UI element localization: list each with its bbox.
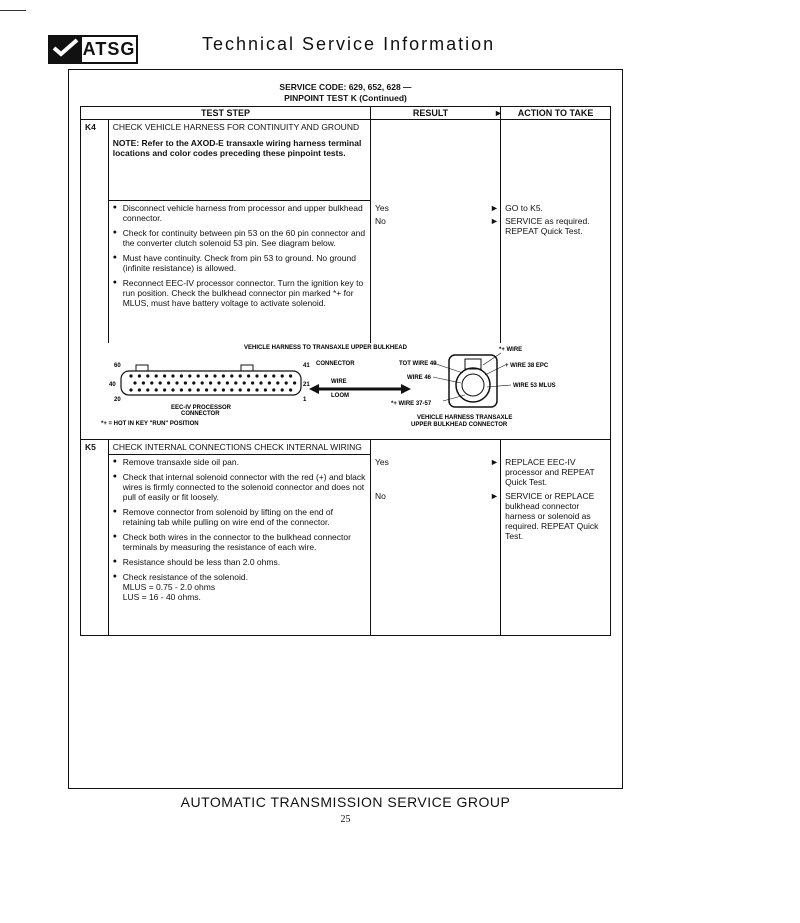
arrow-icon: ► [489,215,499,226]
pin-dot [289,374,292,377]
pin-dot [188,374,191,377]
pin-dot [213,374,216,377]
k5-heading-row [81,440,611,455]
action-service-replace: SERVICE or REPLACE bulkhead connector harness or solenoid as required. REPEAT Quick Test. [505,490,599,541]
processor-label-2: CONNECTOR [181,411,220,417]
pin-dot [138,374,141,377]
tot-wire-label: TOT WIRE 49 [399,361,437,367]
pin-dot [138,388,141,391]
wire38-label: + WIRE 38 EPC [505,363,549,369]
result-yes: Yes [375,202,389,213]
k4-note: NOTE: Refer to the AXOD-E transaxle wiring harness terminal locations and color codes preceding these pinpoint tests. [112,138,362,158]
pin-dot [226,381,229,384]
pin-dot [281,388,284,391]
pin-dot [234,381,237,384]
pin-dot [180,374,183,377]
pin-dot [251,381,254,384]
pin-dot [272,388,275,391]
list-item: ● Remove transaxle side oil pan. [113,457,366,467]
diagram-row [81,343,611,440]
result-yes: Yes [375,456,389,467]
pin-label-1: 1 [303,397,307,403]
pin-label-21: 21 [303,382,310,388]
list-item: ● Must have continuity. Check from pin 53 to ground. No ground (infinite resistance) is allowed. [113,253,366,273]
diagram-title: VEHICLE HARNESS TO TRANSAXLE UPPER BULKHEAD [244,345,407,351]
k5-results [371,455,490,636]
pin-dot [230,374,233,377]
pin-dot [259,381,262,384]
k4-actions [501,201,611,344]
page-number: 25 [340,814,351,825]
list-item: ● Resistance should be less than 2.0 ohms. [113,557,366,567]
pin-dot [243,381,246,384]
connector-tab [241,365,253,371]
pin-dot [222,374,225,377]
pin-label-60: 60 [114,363,121,369]
pin-dot [163,374,166,377]
pin-label-20: 20 [114,397,121,403]
pin-dot [281,374,284,377]
wiring-diagram [81,343,612,439]
pin-dot [171,374,174,377]
k4-heading-cell [108,120,370,201]
pin-dot [272,374,275,377]
k4-steps-row [81,201,611,344]
pin-dot [239,374,242,377]
result-no: No [375,215,386,226]
action-service: SERVICE as required. REPEAT Quick Test. [505,215,590,236]
bulkhead-connector [449,355,497,407]
mlus-value: MLUS = 0.75 - 2.0 ohms [122,582,216,592]
action-replace-eec: REPLACE EEC-IV processor and REPEAT Quick Test. [505,456,595,487]
logo-text: ATSG [80,37,136,62]
pin-dot [255,374,258,377]
k4-steps-cell [108,201,370,344]
pin-dot [230,388,233,391]
pin-dot [155,374,158,377]
footer-group: AUTOMATIC TRANSMISSION SERVICE GROUP [180,794,511,810]
pin-dot [197,388,200,391]
k5-bullet-list [113,457,366,602]
list-item: ● Disconnect vehicle harness from processor and upper bulkhead connector. [113,203,366,223]
header-result: RESULT [371,107,490,120]
k4-arrows [490,201,501,344]
pin-label-40: 40 [109,382,116,388]
pin-label-41: 41 [303,363,310,369]
pin-dot [217,381,220,384]
pin-dot [171,388,174,391]
k5-actions [501,455,611,636]
pin-dot [255,388,258,391]
pinpoint-test-title: PINPOINT TEST K (Continued) [284,93,407,103]
plus-wire-label: *+ WIRE [499,347,523,353]
pin-dot [163,388,166,391]
pin-dot [129,374,132,377]
pin-dot [205,388,208,391]
pin-dot [264,388,267,391]
pin-dot [247,374,250,377]
bulkhead-label-2: UPPER BULKHEAD CONNECTOR [411,422,508,428]
arrow-right-icon [401,384,411,394]
pin-dot [159,381,162,384]
page-title: Technical Service Information [202,34,496,54]
result-no: No [375,490,386,501]
pin-dot [209,381,212,384]
list-item: ● Reconnect EEC-IV processor connector. Turn the ignition key to run position. Check the bulkhead connector pin marked *+ for MLUS, must have battery voltage to activate solenoid. [113,278,366,308]
pin-dot [205,374,208,377]
table-header-row [81,107,611,120]
list-item: ● Remove connector from solenoid by lifting on the end of retaining tab while pulling on wire end of the connector. [113,507,366,527]
lus-value: LUS = 16 - 40 ohms. [122,592,201,602]
list-item [113,572,366,602]
pin-dot [268,381,271,384]
pin-dot [150,381,153,384]
pin-dot [188,388,191,391]
pin-dot [276,381,279,384]
solenoid-check: ● Check resistance of the solenoid. [122,572,248,582]
wire53-label: WIRE 53 MLUS [513,383,556,389]
k5-heading: CHECK INTERNAL CONNECTIONS CHECK INTERNAL WIRING [108,440,370,455]
k4-bullet-list [113,203,366,308]
pin-dot [184,381,187,384]
pin-dot [213,388,216,391]
pin-dot [180,388,183,391]
pin-dot [222,388,225,391]
wire3757-label: *+ WIRE 37-57 [391,401,432,407]
header-test-step: TEST STEP [81,107,371,120]
action-go-k5: GO to K5. [505,202,543,213]
arrow-icon: ► [489,202,499,213]
pin-dot [285,381,288,384]
header-action: ACTION TO TAKE [501,107,611,120]
pin-dot [247,388,250,391]
k4-results [371,201,490,344]
k5-steps-cell [108,455,370,636]
pin-dot [289,388,292,391]
k4-heading-row [81,120,611,201]
connector-label: CONNECTOR [316,361,355,367]
arrow-left-icon [309,384,319,394]
atsg-logo [48,35,138,64]
loom-label: LOOM [331,393,349,399]
list-item: ● Check both wires in the connector to the bulkhead connector terminals by measuring the resistance of each wire. [113,532,366,552]
hot-note: *+ = HOT IN KEY "RUN" POSITION [101,421,199,427]
pin-dot [146,388,149,391]
pin-dot [197,374,200,377]
list-item: ● Check that internal solenoid connector with the red (+) and black wires is firmly connected to the solenoid connector and does not pull of easily or fit loosely. [113,472,366,502]
pin-dot [293,381,296,384]
pin-dot [192,381,195,384]
k4-heading: CHECK VEHICLE HARNESS FOR CONTINUITY AND GROUND [112,122,360,132]
bulkhead-label-1: VEHICLE HARNESS TRANSAXLE [417,415,513,421]
connector-tab [136,365,148,371]
k5-steps-row [81,455,611,636]
pin-dot [133,381,136,384]
header-arrow-icon: ► [490,107,501,120]
pin-dot [129,388,132,391]
pin-dot [201,381,204,384]
k5-arrows [490,455,501,636]
pin-dot [146,374,149,377]
pin-dot [142,381,145,384]
step-id-k4: K4 [81,120,109,344]
pin-dot [264,374,267,377]
wire-label: WIRE [331,379,347,385]
step-id-k5: K5 [81,440,109,636]
pin-dot [175,381,178,384]
list-item: ● Check for continuity between pin 53 on the 60 pin connector and the converter clutch solenoid 53 pin. See diagram below. [113,228,366,248]
pinpoint-table [80,106,611,636]
pin-dot [155,388,158,391]
pin-dot [239,388,242,391]
connector-pins [129,374,296,391]
checkmark-icon [50,37,80,62]
pin-dot [167,381,170,384]
corner-mark [0,10,26,11]
service-code: SERVICE CODE: 629, 652, 628 — [279,82,412,92]
wire46-label: WIRE 46 [407,375,432,381]
arrow-icon: ► [489,490,499,501]
diagram-cell [81,343,611,440]
arrow-icon: ► [489,456,499,467]
processor-label: EEC-IV PROCESSOR [171,405,232,411]
